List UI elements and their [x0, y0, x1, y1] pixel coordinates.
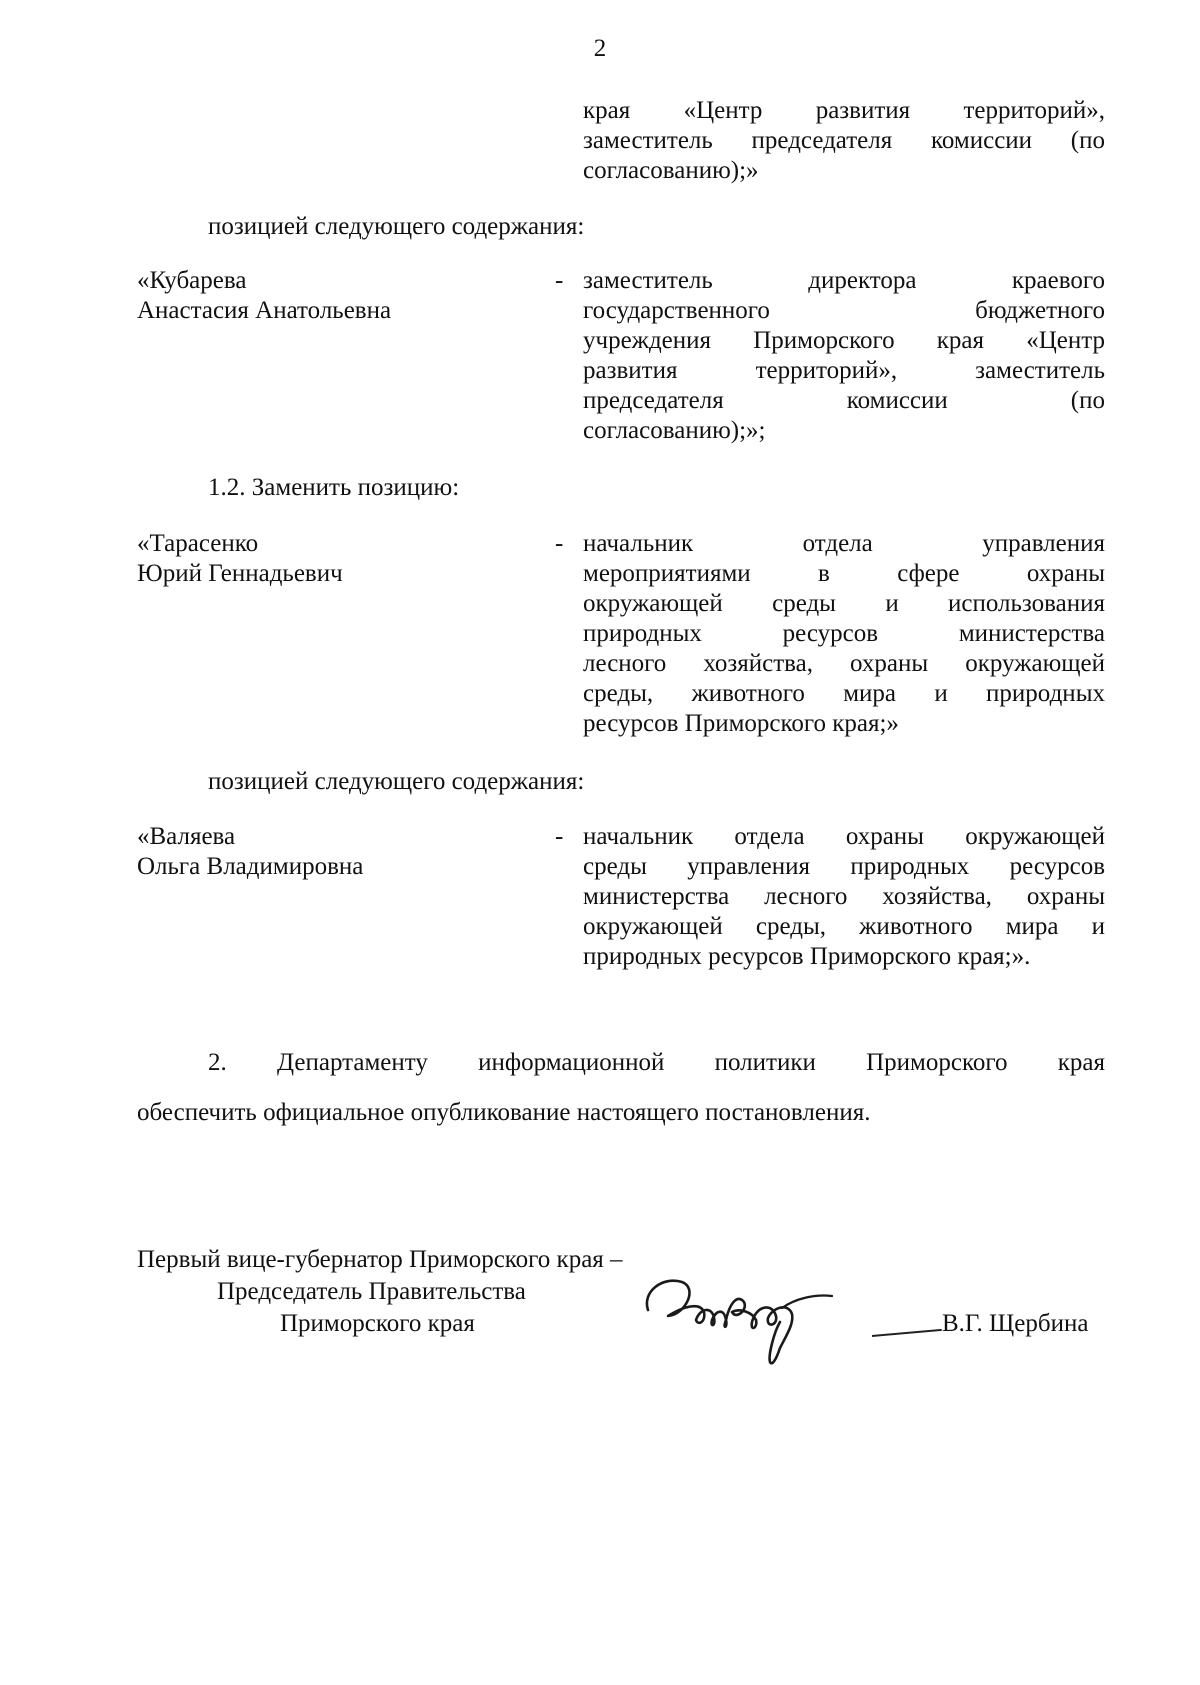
- text-line: заместитель директора краевого: [583, 267, 1105, 294]
- text-line: министерства лесного хозяйства, охраны: [583, 883, 1105, 910]
- signatory-title-line-2: Председатель Правительства: [217, 1278, 526, 1305]
- person-given-names: Юрий Геннадьевич: [137, 560, 343, 587]
- text-line: мероприятиями в сфере охраны: [583, 560, 1105, 587]
- position-description: [583, 529, 1105, 739]
- text-line: окружающей среды, животного мира и: [583, 913, 1105, 940]
- person-name-entry: [137, 266, 537, 326]
- text-line: лесного хозяйства, охраны окружающей: [583, 650, 1105, 677]
- text-line: среды, животного мира и природных: [583, 680, 1105, 707]
- text-line: согласованию);»: [583, 157, 759, 184]
- person-surname: «Кубарева: [137, 267, 247, 294]
- person-surname: «Валяева: [137, 823, 236, 850]
- person-surname: «Тарасенко: [137, 530, 259, 557]
- text-line: государственного бюджетного: [583, 297, 1105, 324]
- section-2-first-line: 2. Департаменту информационной политики Приморского края: [208, 1049, 1105, 1076]
- person-name-entry: [137, 822, 537, 882]
- text-line: заместитель председателя комиссии (по: [583, 127, 1105, 154]
- text-line: учреждения Приморского края «Центр: [583, 327, 1105, 354]
- signature-stroke: [872, 1329, 942, 1337]
- section-2-second-line: обеспечить официальное опубликование настоящего постановления.: [137, 1099, 871, 1126]
- person-name-entry: [137, 529, 537, 589]
- text-line: среды управления природных ресурсов: [583, 853, 1105, 880]
- entry-dash: -: [555, 267, 564, 294]
- text-line: начальник отдела охраны окружающей: [583, 823, 1105, 850]
- signatory-title-line-3: Приморского края: [280, 1310, 475, 1337]
- intro-paragraph: позицией следующего содержания:: [208, 213, 585, 240]
- signatory-title-line-1: Первый вице-губернатор Приморского края –: [137, 1246, 623, 1273]
- continuation-block: [583, 96, 1105, 186]
- text-line: природных ресурсов министерства: [583, 620, 1105, 647]
- entry-dash: -: [555, 530, 564, 557]
- text-line: окружающей среды и использования: [583, 590, 1105, 617]
- text-line: края «Центр развития территорий»,: [583, 97, 1105, 124]
- position-description: [583, 266, 1105, 446]
- text-line: природных ресурсов Приморского края;».: [583, 943, 1031, 970]
- text-line: развития территорий», заместитель: [583, 357, 1105, 384]
- entry-dash: -: [555, 823, 564, 850]
- position-description: [583, 822, 1105, 972]
- signatory-name: В.Г. Щербина: [942, 1310, 1089, 1337]
- section-heading-1-2: 1.2. Заменить позицию:: [208, 474, 460, 501]
- page-number: 2: [593, 35, 607, 62]
- intro-paragraph: позицией следующего содержания:: [208, 768, 585, 795]
- text-line: ресурсов Приморского края;»: [583, 710, 899, 737]
- text-line: согласованию);»;: [583, 417, 766, 444]
- handwritten-signature: [640, 1262, 870, 1372]
- text-line: председателя комиссии (по: [583, 387, 1105, 414]
- person-given-names: Анастасия Анатольевна: [137, 297, 392, 324]
- text-line: начальник отдела управления: [583, 530, 1105, 557]
- person-given-names: Ольга Владимировна: [137, 853, 364, 880]
